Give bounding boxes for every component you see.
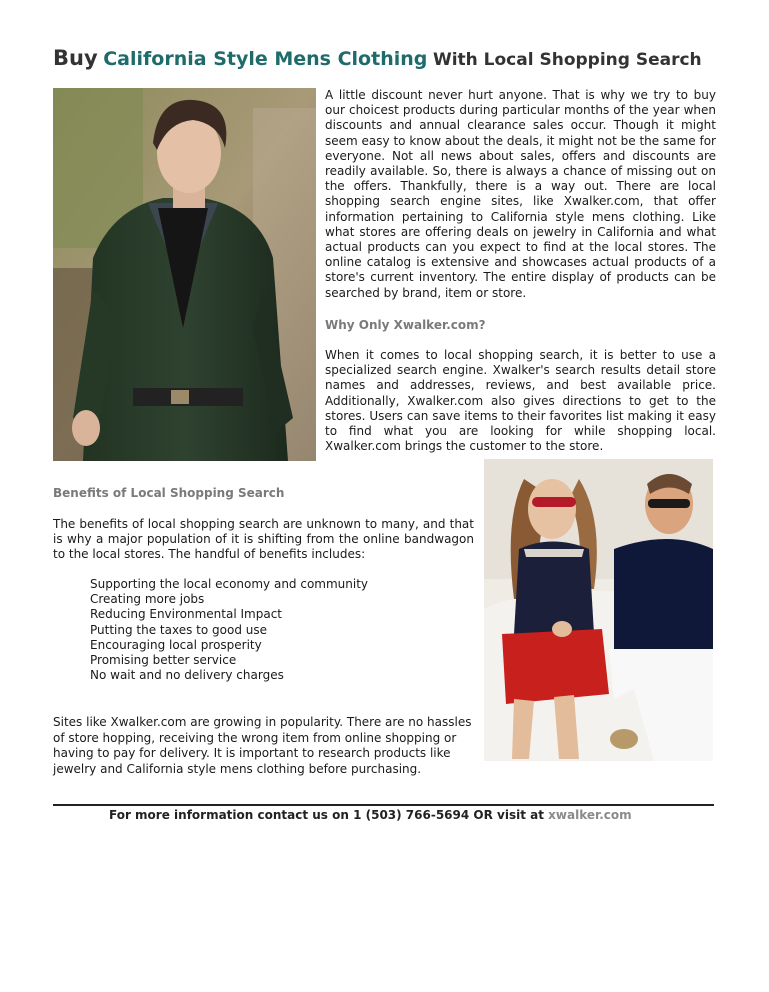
footer-text: For more information contact us on 1 (503) 766-5694 OR visit at [109, 808, 549, 822]
list-item: Creating more jobs [90, 592, 205, 607]
benefits-heading: Benefits of Local Shopping Search [53, 486, 285, 500]
list-item: No wait and no delivery charges [90, 668, 284, 683]
list-item: Reducing Environmental Impact [90, 607, 282, 622]
title-part-product: California Style Mens Clothing [103, 48, 428, 70]
closing-paragraph: Sites like Xwalker.com are growing in popularity. There are no hassles of store hopping, receiving the wrong item from online shopping or having to pay for delivery. It is important to research products like jewelry and California style mens clothing before purchasing. [53, 715, 472, 776]
list-item: Encouraging local prosperity [90, 637, 262, 652]
list-item: Promising better service [90, 653, 237, 668]
why-paragraph: When it comes to local shopping search, it is better to use a specialized search engine. Xwalker's search results detail store names and addresses, reviews, and best available price. Additionally, Xwalker.com also gives directions to get to the stores. Users can save items to their favorites list making it easy to find what you are looking for while shopping local. Xwalker.com brings the customer to the store. [325, 348, 716, 454]
why-heading: Why Only Xwalker.com? [325, 318, 486, 332]
benefits-list [90, 577, 368, 683]
list-item: Putting the taxes to good use [90, 622, 267, 637]
list-item: Supporting the local economy and community [90, 577, 369, 591]
intro-paragraph: A little discount never hurt anyone. That is why we try to buy our choicest products during particular months of the year when discounts and annual clearance sales occur. Though it might seem easy to know about the deals, it might not be the same for everyone. Not all news about sales, offers and discounts are readily available. So, there is always a chance of missing out on the offers. Thankfully, there is a way out. There are local shopping search engine sites, like Xwalker.com, that offer information pertaining to California style mens clothing. Like what stores are offering deals on jewelry in California and what actual products can you expect to find at the local stores. The online catalog is extensive and showcases actual products of a store's current inventory. The entire display of products can be searched by brand, item or store. [325, 88, 716, 300]
man-in-coat-photo [53, 88, 316, 461]
title-part-search: With Local Shopping Search [432, 50, 702, 70]
footer-site-link[interactable]: xwalker.com [548, 808, 632, 822]
title-part-buy: Buy [53, 46, 98, 70]
page-title [53, 46, 733, 70]
footer-contact [109, 808, 632, 822]
footer-divider [53, 804, 714, 806]
couple-photo [484, 459, 713, 761]
benefits-paragraph: The benefits of local shopping search are unknown to many, and that is why a major population of it is shifting from the online bandwagon to the local stores. The handful of benefits includes: [53, 517, 474, 562]
